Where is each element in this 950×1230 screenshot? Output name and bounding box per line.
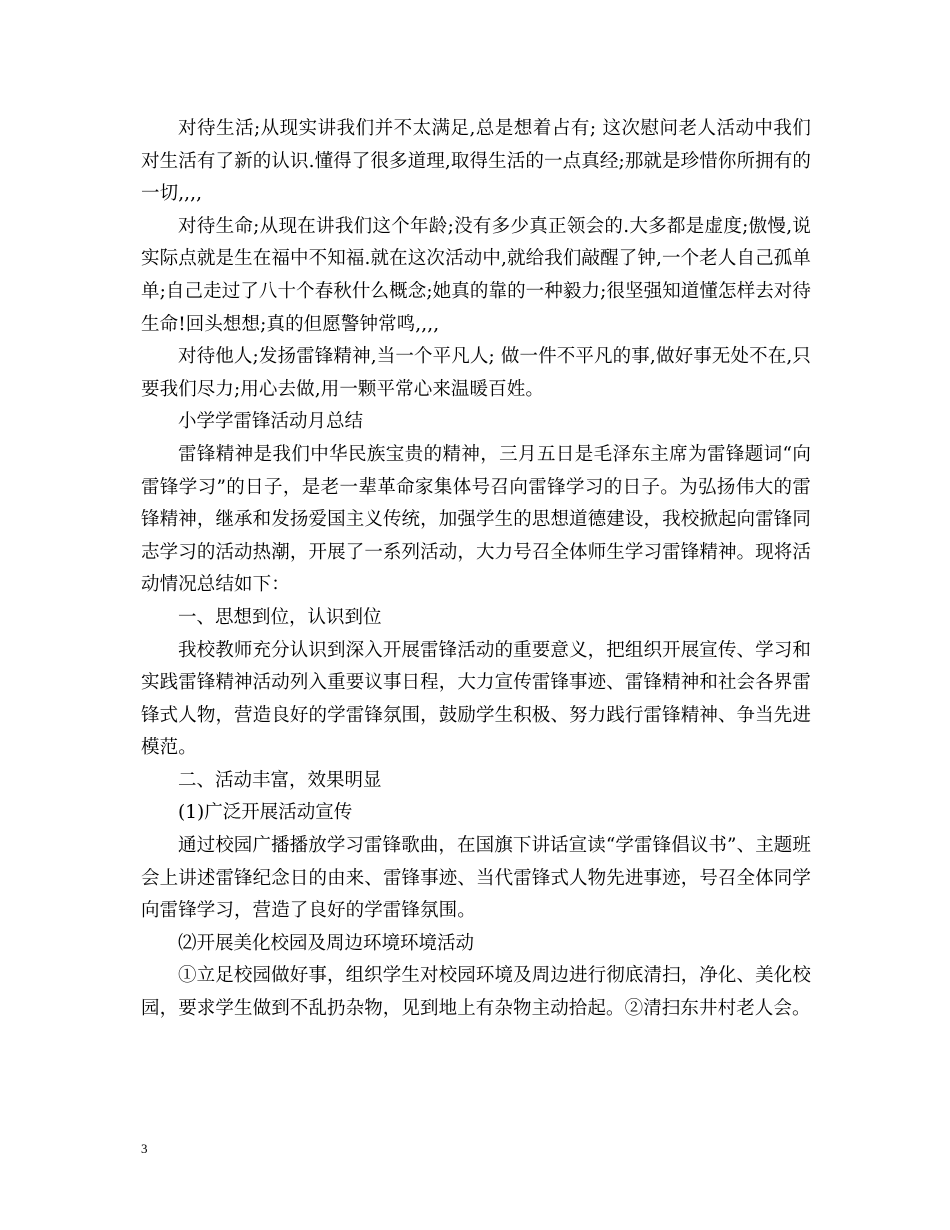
- section-title: 小学学雷锋活动月总结: [178, 411, 364, 433]
- subheading-publicity: (1)广泛开展活动宣传: [178, 802, 353, 824]
- paragraph-environment: ①立足校园做好事，组织学生对校园环境及周边进行彻底清扫，净化、美化校园，要求学生做到不乱扔杂物，见到地上有杂物主动拾起。②清扫东井村老人会。: [141, 965, 811, 1020]
- paragraph-others: 对待他人;发扬雷锋精神,当一个平凡人; 做一件不平凡的事,做好事无处不在,只要我们尽力;用心去做,用一颗平常心来温暖百姓。: [141, 346, 811, 400]
- heading-one: 一、思想到位，认识到位: [178, 606, 382, 628]
- subheading-environment: ⑵开展美化校园及周边环境环境活动: [178, 932, 475, 954]
- paragraph-living: 对待生命;从现在讲我们这个年龄;没有多少真正领会的.大多都是虚度;傲慢,说实际点就是生在福中不知福.就在这次活动中,就给我们敲醒了钟,一个老人自己孤单单;自己走过了八十个春秋什么概念;她真的靠的一种毅力;很坚强知道懂怎样去对待生命!回头想想;真的但愿警钟常鸣,,,,: [141, 215, 812, 335]
- heading-two: 二、活动丰富，效果明显: [178, 769, 382, 791]
- page-number: 3: [141, 1141, 148, 1156]
- paragraph-life: 对待生活;从现实讲我们并不太满足,总是想着占有; 这次慰问老人活动中我们对生活有了新的认识.懂得了很多道理,取得生活的一点真经;那就是珍惜你所拥有的一切,,,,: [141, 118, 811, 205]
- paragraph-intro: 雷锋精神是我们中华民族宝贵的精神，三月五日是毛泽东主席为雷锋题词“向雷锋学习”的日子，是老一辈革命家集体号召向雷锋学习的日子。为弘扬伟大的雷锋精神，继承和发扬爱国主义传统，加强学生的思想道德建设，我校掀起向雷锋同志学习的活动热潮，开展了一系列活动，大力号召全体师生学习雷锋精神。现将活动情况总结如下：: [141, 443, 811, 596]
- paragraph-thinking: 我校教师充分认识到深入开展雷锋活动的重要意义，把组织开展宣传、学习和实践雷锋精神活动列入重要议事日程，大力宣传雷锋事迹、雷锋精神和社会各界雷锋式人物，营造良好的学雷锋氛围，鼓励学生积极、努力践行雷锋精神、争当先进模范。: [141, 639, 811, 759]
- paragraph-publicity: 通过校园广播播放学习雷锋歌曲，在国旗下讲话宣读“学雷锋倡议书”、主题班会上讲述雷锋纪念日的由来、雷锋事迹、当代雷锋式人物先进事迹，号召全体同学向雷锋学习，营造了良好的学雷锋氛围。: [141, 835, 811, 922]
- document-body: [141, 113, 811, 1026]
